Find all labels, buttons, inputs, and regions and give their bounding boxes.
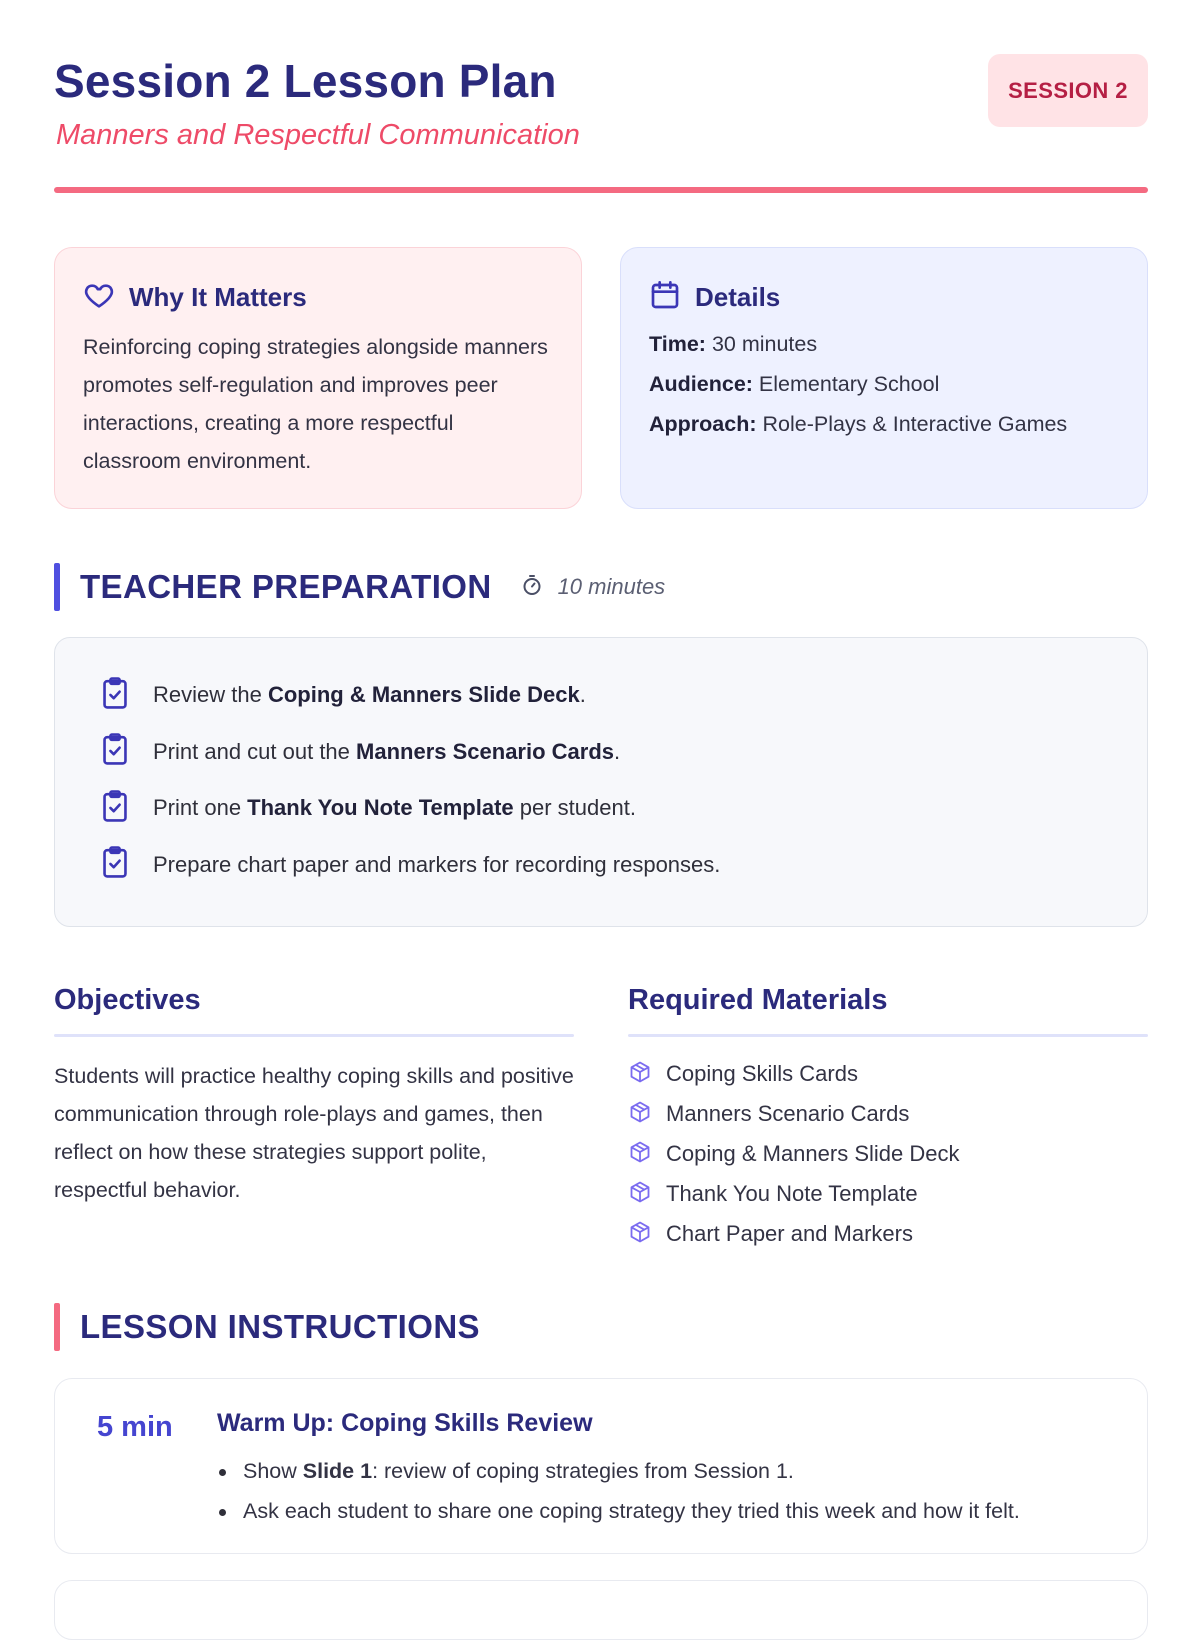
step-bullet-pre: Show [243, 1459, 303, 1483]
lesson-step-card [54, 1378, 1148, 1554]
checklist-text [153, 739, 620, 765]
page-header [54, 0, 1148, 196]
material-label: Chart Paper and Markers [666, 1221, 913, 1246]
cube-icon [628, 1140, 652, 1169]
material-item [628, 1054, 959, 1094]
checklist-text-post: per student. [513, 795, 636, 820]
material-item [628, 1094, 959, 1134]
checklist-text-pre: Print one [153, 795, 248, 820]
step-bullet [217, 1451, 1020, 1491]
cube-icon [628, 1100, 652, 1129]
cube-icon [628, 1180, 652, 1209]
checklist-item [99, 678, 1147, 712]
detail-approach-value: Role-Plays & Interactive Games [762, 412, 1068, 436]
step-title: Warm Up: Coping Skills Review [217, 1409, 593, 1437]
step-bullet-bold: Slide 1 [302, 1459, 373, 1483]
detail-approach [649, 404, 1119, 444]
preparation-checklist [54, 637, 1148, 927]
session-badge: SESSION 2 [988, 54, 1148, 127]
detail-approach-label: Approach: [649, 412, 757, 436]
checklist-text-pre: Prepare chart paper and markers for recording responses. [153, 851, 721, 877]
cube-icon [628, 1220, 652, 1249]
material-item [628, 1134, 959, 1174]
detail-audience [649, 364, 1119, 404]
material-item [628, 1174, 959, 1214]
page-subtitle: Manners and Respectful Communication [56, 119, 580, 151]
checklist-text-bold: Thank You Note Template [247, 795, 514, 820]
stopwatch-icon [520, 573, 544, 602]
checklist-item [99, 735, 1147, 769]
detail-time [649, 324, 1119, 364]
checklist-text-post: . [579, 682, 586, 707]
step-bullet-pre: Ask each student to share one coping strategy they tried this week and how it felt. [243, 1499, 1020, 1523]
objectives-divider [54, 1034, 574, 1037]
why-it-matters-title: Why It Matters [129, 281, 307, 312]
checklist-text [153, 852, 720, 878]
clipboard-check-icon [99, 732, 131, 771]
section-accent-bar [54, 563, 60, 611]
calendar-icon [649, 279, 681, 316]
material-label: Coping Skills Cards [666, 1061, 858, 1086]
details-card [620, 247, 1148, 509]
section-accent-bar [54, 1303, 60, 1351]
material-label: Coping & Manners Slide Deck [666, 1141, 960, 1166]
material-label: Thank You Note Template [666, 1181, 918, 1206]
objectives-title: Objectives [54, 984, 201, 1016]
objectives-text: Students will practice healthy coping skills and positive communication through role-plays and games, then reflect on how these strategies support polite, respectful behavior. [54, 1064, 574, 1202]
checklist-text [153, 795, 636, 821]
page-title: Session 2 Lesson Plan [54, 55, 557, 107]
detail-time-label: Time: [649, 332, 706, 356]
materials-divider [628, 1034, 1148, 1037]
detail-audience-value: Elementary School [758, 372, 940, 396]
detail-time-value: 30 minutes [711, 332, 818, 356]
cube-icon [628, 1060, 652, 1089]
checklist-text-post: . [614, 738, 621, 764]
why-it-matters-card [54, 247, 582, 509]
info-cards [54, 247, 1148, 509]
prep-duration-text: 10 minutes [557, 574, 666, 599]
checklist-item [99, 791, 1147, 825]
heart-icon [83, 279, 115, 316]
checklist-text-pre: Review the [153, 682, 268, 707]
clipboard-check-icon [99, 676, 131, 715]
teacher-preparation-title: TEACHER PREPARATION [80, 568, 492, 605]
step-bullet-list [217, 1451, 1020, 1531]
checklist-text-bold: Coping & Manners Slide Deck [267, 682, 580, 707]
details-title: Details [695, 281, 781, 312]
checklist-text-bold: Manners Scenario Cards [356, 738, 615, 764]
material-label: Manners Scenario Cards [666, 1101, 910, 1126]
teacher-preparation-heading [54, 563, 665, 611]
step-duration: 5 min [97, 1411, 173, 1443]
lesson-instructions-heading [54, 1303, 480, 1351]
materials-title: Required Materials [628, 984, 888, 1016]
prep-duration [520, 573, 666, 602]
clipboard-check-icon [99, 789, 131, 828]
step-bullet [217, 1491, 1020, 1531]
materials-list [628, 1054, 959, 1254]
header-divider [54, 187, 1148, 193]
detail-audience-label: Audience: [649, 372, 753, 396]
step-bullet-post: : review of coping strategies from Session 1. [372, 1459, 794, 1483]
next-step-card [54, 1580, 1148, 1640]
checklist-item [99, 848, 1147, 882]
why-it-matters-text: Reinforcing coping strategies alongside manners promotes self-regulation and improves peer interactions, creating a more respectful classroom environment. [83, 335, 548, 473]
lesson-instructions-title: LESSON INSTRUCTIONS [80, 1308, 480, 1345]
lesson-plan-page [54, 0, 1148, 1523]
checklist-text [153, 682, 586, 708]
details-list [649, 324, 1119, 444]
material-item [628, 1214, 959, 1254]
checklist-text-pre: Print and cut out the [153, 738, 357, 764]
clipboard-check-icon [99, 845, 131, 884]
